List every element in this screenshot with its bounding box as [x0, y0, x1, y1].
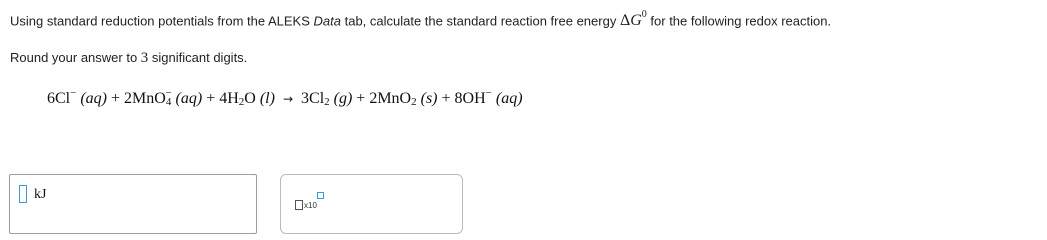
product-mno2 — [369, 90, 437, 107]
permanganate-charge: − — [165, 87, 172, 99]
water-subscript: 2 — [238, 96, 245, 108]
scientific-notation-button[interactable] — [295, 191, 329, 213]
instruction-prefix: Using standard reduction potentials from the ALEKS — [10, 13, 314, 29]
data-tab-word: Data — [313, 13, 341, 29]
x10-label: x10 — [304, 201, 317, 210]
standard-state-superscript: 0 — [641, 9, 647, 20]
hydroxide-charge: − — [485, 87, 492, 99]
mno2-subscript: 2 — [411, 96, 417, 108]
hydroxide-formula: 8OH — [454, 90, 486, 107]
mantissa-box-icon — [295, 200, 303, 210]
question-instruction — [10, 11, 831, 30]
permanganate-phase: (aq) — [175, 90, 203, 107]
mno2-formula: 2MnO — [369, 90, 412, 107]
exponent-box-icon — [317, 192, 324, 199]
redox-equation — [47, 87, 523, 108]
chloride-phase: (aq) — [80, 90, 107, 107]
product-chlorine — [301, 90, 352, 107]
plus-sign: + — [111, 90, 121, 107]
plus-sign: + — [206, 90, 216, 107]
plus-sign: + — [441, 90, 451, 107]
reaction-arrow: → — [282, 92, 294, 106]
chlorine-formula: 3Cl — [301, 90, 325, 107]
delta-g-symbol — [619, 9, 647, 30]
permanganate-formula: 2MnO — [124, 90, 166, 107]
water-formula-tail: O — [244, 90, 256, 107]
hydroxide-phase: (aq) — [495, 90, 523, 107]
sig-fig-count: 3 — [140, 50, 149, 66]
chloride-formula: 6Cl — [47, 90, 71, 107]
reactant-chloride — [47, 87, 107, 107]
chlorine-phase: (g) — [333, 90, 353, 107]
reactant-permanganate — [124, 87, 203, 108]
answer-input-area[interactable] — [9, 174, 257, 234]
plus-sign: + — [356, 90, 366, 107]
permanganate-subscript: 4 — [165, 96, 172, 108]
chlorine-subscript: 2 — [324, 96, 330, 108]
water-phase: (l) — [259, 90, 275, 107]
unit-label: kJ — [34, 187, 47, 202]
product-hydroxide — [454, 87, 523, 107]
round-prefix: Round your answer to — [10, 50, 141, 65]
answer-input-field[interactable] — [19, 185, 27, 203]
water-formula: 4H — [219, 90, 239, 107]
rounding-instruction — [10, 50, 247, 67]
answer-tools-palette — [280, 174, 463, 234]
instruction-middle: tab, calculate the standard reaction free energy — [340, 13, 620, 29]
chloride-charge: − — [70, 87, 77, 99]
round-suffix: significant digits. — [148, 50, 248, 65]
mno2-phase: (s) — [420, 90, 438, 107]
instruction-suffix: for the following redox reaction. — [646, 13, 832, 29]
reactant-water — [219, 90, 275, 107]
delta-symbol: Δ — [619, 12, 631, 30]
g-symbol: G — [630, 12, 642, 30]
